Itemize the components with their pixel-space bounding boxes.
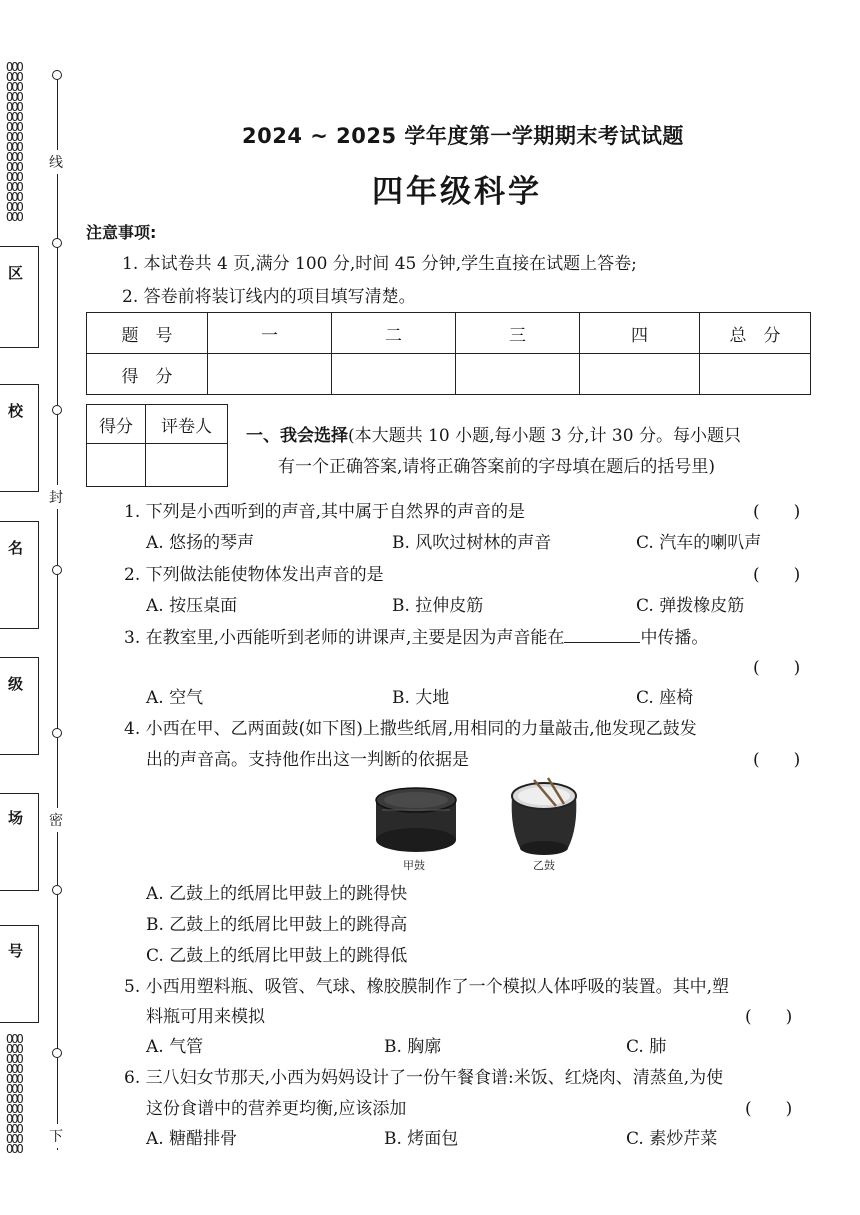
binding-circle [52,70,62,80]
score-header-cell: 三 [456,313,580,354]
section1-desc-line1: (本大题共 10 小题,每小题 3 分,计 30 分。每小题只 [348,426,741,446]
option-c: C. 座椅 [636,688,694,708]
option-a: A. 按压桌面 [146,596,238,616]
option-a: A. 空气 [146,688,204,708]
binding-line [57,70,58,1150]
question-4-stem-line1: 4. 小西在甲、乙两面鼓(如下图)上撒些纸屑,用相同的力量敲击,他发现乙鼓发 [124,719,697,739]
option-a: A. 悠扬的琴声 [146,533,255,553]
grader-header-row [87,405,228,444]
grader-header-cell: 评卷人 [146,405,228,444]
field-label-name: 名 [8,539,24,557]
option-c: C. 素炒芹菜 [626,1129,718,1149]
binding-circle [52,1048,62,1058]
score-cell[interactable] [332,354,456,395]
option-c: C. 弹拨橡皮筋 [636,596,745,616]
notice-heading: 注意事项: [86,223,157,242]
grader-score-cell[interactable] [87,444,146,487]
question-4-stem-line2: 出的声音高。支持他作出这一判断的依据是 [146,750,469,770]
question-3-stem-post: 中传播。 [640,628,709,648]
score-cell[interactable] [700,354,811,395]
binding-word-seal: 封 [49,485,63,509]
grader-name-cell[interactable] [146,444,228,487]
notice-item-2: 2. 答卷前将装订线内的项目填写清楚。 [122,287,416,307]
score-cell[interactable] [580,354,700,395]
score-header-cell: 四 [580,313,700,354]
binding-word-secret: 密 [49,808,63,832]
exam-title: 2024 ~ 2025 学年度第一学期期末考试试题 [242,124,684,148]
question-1-stem: 1. 下列是小西听到的声音,其中属于自然界的声音的是 [124,502,526,522]
binding-holes-top: OOO OOO OOO OOO OOO OOO OOO OOO OOO OOO OOO OOO OOO OOO OOO OOO [6,60,22,224]
binding-word-line: 线 [49,150,63,174]
subject-title: 四年级科学 [372,174,542,210]
option-b: B. 烤面包 [384,1129,459,1149]
option-b: B. 胸廓 [384,1037,442,1057]
option-b: B. 大地 [392,688,450,708]
drum-yi-caption: 乙鼓 [533,859,555,872]
answer-paren[interactable]: ( ) [753,750,801,770]
drum-yi-image [504,776,584,860]
score-table [86,312,811,395]
score-header-cell: 总 分 [700,313,811,354]
score-table-score-row [87,354,811,395]
question-3-stem-pre: 3. 在教室里,小西能听到老师的讲课声,主要是因为声音能在 [124,628,565,648]
question-3-stem [124,623,708,648]
drum-jia-caption: 甲鼓 [403,859,425,872]
section1-title: 一、我会选择 [246,426,348,446]
question-5-stem-line1: 5. 小西用塑料瓶、吸管、气球、橡胶膜制作了一个模拟人体呼吸的装置。其中,塑 [124,977,730,997]
answer-paren[interactable]: ( ) [745,1007,793,1027]
option-c: C. 汽车的喇叭声 [636,533,762,553]
question-6-stem-line2: 这份食谱中的营养更均衡,应该添加 [146,1099,407,1119]
binding-circle [52,238,62,248]
grader-header-cell: 得分 [87,405,146,444]
score-cell[interactable] [208,354,332,395]
score-table-header-row [87,313,811,354]
binding-circle [52,728,62,738]
option-a: A. 气管 [146,1037,204,1057]
binding-circle [52,885,62,895]
grader-table [86,404,228,487]
question-6-stem-line1: 6. 三八妇女节那天,小西为妈妈设计了一份午餐食谱:米饭、红烧肉、清蒸鱼,为使 [124,1068,724,1088]
drum-jia-image [370,786,462,856]
section1-heading [246,421,741,446]
score-cell[interactable] [456,354,580,395]
option-b: B. 乙鼓上的纸屑比甲鼓上的跳得高 [146,915,408,935]
fill-in-blank[interactable] [564,626,640,643]
field-label-school: 校 [8,402,24,420]
binding-circle [52,565,62,575]
answer-paren[interactable]: ( ) [753,502,801,522]
field-label-district: 区 [8,264,24,282]
answer-paren[interactable]: ( ) [753,658,801,678]
answer-paren[interactable]: ( ) [745,1099,793,1119]
option-b: B. 拉伸皮筋 [392,596,484,616]
option-a: A. 糖醋排骨 [146,1129,238,1149]
question-5-stem-line2: 料瓶可用来模拟 [146,1007,265,1027]
option-a: A. 乙鼓上的纸屑比甲鼓上的跳得快 [146,884,408,904]
field-label-class: 级 [8,675,24,693]
binding-circle [52,405,62,415]
field-box-class[interactable] [0,657,39,755]
section1-desc-line2: 有一个正确答案,请将正确答案前的字母填在题后的括号里) [278,457,716,477]
binding-word-down: 下 [49,1124,63,1148]
binding-holes-bottom: OOO OOO OOO OOO OOO OOO OOO OOO OOO OOO OOO OOO [6,1032,22,1156]
option-b: B. 风吹过树林的声音 [392,533,552,553]
field-label-seat-number: 号 [8,942,24,960]
notice-item-1: 1. 本试卷共 4 页,满分 100 分,时间 45 分钟,学生直接在试题上答卷; [122,254,637,274]
score-header-cell: 题 号 [87,313,208,354]
option-c: C. 乙鼓上的纸屑比甲鼓上的跳得低 [146,946,408,966]
field-label-exam-room: 场 [8,809,24,827]
score-header-cell: 二 [332,313,456,354]
grader-input-row [87,444,228,487]
score-header-cell: 一 [208,313,332,354]
option-c: C. 肺 [626,1037,667,1057]
question-2-stem: 2. 下列做法能使物体发出声音的是 [124,565,384,585]
answer-paren[interactable]: ( ) [753,565,801,585]
score-row-label: 得 分 [87,354,208,395]
